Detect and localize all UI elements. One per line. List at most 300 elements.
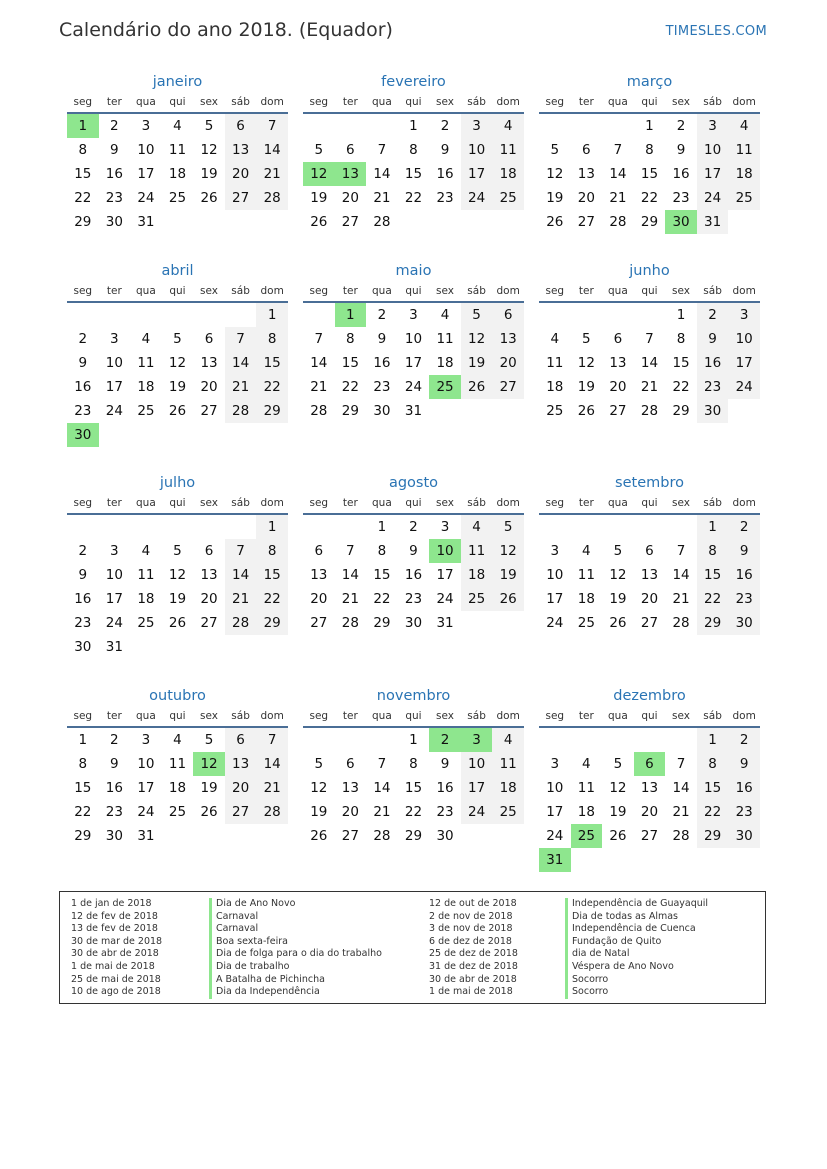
day-cell: 7	[645, 331, 654, 347]
day-grid	[303, 114, 524, 234]
day-cell: 7	[314, 331, 324, 347]
legend-holiday-name: Independência de Cuenca	[565, 923, 708, 936]
day-cell: 21	[225, 375, 257, 399]
day-cell: 23	[74, 615, 92, 631]
empty-cell	[193, 515, 225, 539]
day-cell: 26	[492, 587, 524, 611]
empty-cell	[130, 515, 162, 539]
day-cell: 10	[105, 355, 123, 371]
empty-cell	[303, 303, 335, 327]
day-cell: 1	[409, 732, 418, 748]
weekday-label: sáb	[467, 710, 486, 722]
day-cell: 11	[461, 539, 493, 563]
empty-cell	[130, 303, 162, 327]
day-cell: 30	[74, 639, 92, 655]
day-cell: 28	[640, 403, 659, 419]
day-cell: 10	[461, 138, 493, 162]
empty-cell	[193, 635, 225, 659]
day-cell: 4	[461, 515, 493, 539]
day-cell: 22	[74, 190, 92, 206]
day-cell: 5	[461, 303, 493, 327]
day-cell: 9	[676, 142, 686, 158]
day-cell: 16	[404, 567, 423, 583]
day-cell: 7	[377, 142, 387, 158]
weekday-label: sex	[436, 710, 455, 722]
holiday-day-cell: 25	[571, 824, 603, 848]
day-cell: 9	[728, 752, 760, 776]
day-cell: 12	[168, 355, 187, 371]
day-cell: 22	[404, 190, 423, 206]
day-cell: 11	[436, 331, 454, 347]
day-cell: 23	[728, 800, 760, 824]
weekday-label: qui	[641, 497, 658, 509]
day-cell: 17	[404, 355, 423, 371]
empty-cell	[225, 303, 257, 327]
month-name: dezembro	[613, 688, 686, 704]
day-cell: 15	[256, 351, 288, 375]
day-cell: 11	[137, 567, 155, 583]
day-cell: 9	[409, 543, 418, 559]
day-cell: 5	[314, 142, 324, 158]
legend-names-left	[209, 898, 382, 999]
day-cell: 7	[256, 114, 288, 138]
day-cell: 13	[225, 752, 257, 776]
day-cell: 17	[546, 591, 564, 607]
empty-cell	[665, 515, 697, 539]
day-cell: 18	[137, 591, 155, 607]
day-cell: 17	[137, 780, 155, 796]
day-cell: 14	[640, 355, 659, 371]
legend-date: 25 de dez de 2018	[429, 948, 518, 960]
day-grid	[539, 303, 760, 423]
legend-holiday-name: Boa sexta-feira	[209, 936, 382, 949]
day-cell: 24	[137, 804, 155, 820]
day-cell: 8	[78, 756, 88, 772]
empty-cell	[429, 210, 461, 234]
day-cell: 2	[440, 118, 450, 134]
day-cell: 28	[609, 214, 627, 230]
day-cell: 24	[697, 186, 729, 210]
day-cell: 4	[173, 118, 182, 134]
weekday-label: seg	[73, 285, 93, 297]
day-cell: 8	[697, 539, 729, 563]
day-cell: 29	[373, 615, 391, 631]
day-cell: 2	[110, 732, 119, 748]
empty-cell	[571, 515, 603, 539]
day-cell: 11	[168, 756, 187, 772]
legend-date: 6 de dez de 2018	[429, 935, 512, 947]
weekday-label: seg	[73, 96, 93, 108]
day-cell: 7	[225, 539, 257, 563]
weekday-label: sáb	[703, 710, 722, 722]
weekday-label: sex	[436, 497, 455, 509]
day-cell: 18	[492, 776, 524, 800]
day-cell: 4	[550, 331, 560, 347]
day-cell: 11	[577, 780, 595, 796]
empty-cell	[602, 114, 634, 138]
day-cell: 22	[341, 379, 359, 395]
day-cell: 23	[74, 403, 92, 419]
day-cell: 9	[78, 355, 88, 371]
day-cell: 23	[672, 190, 690, 206]
day-cell: 19	[609, 591, 627, 607]
month-name: março	[626, 74, 673, 90]
day-cell: 12	[492, 539, 524, 563]
empty-cell	[429, 399, 461, 423]
day-cell: 31	[697, 210, 729, 234]
day-cell: 29	[697, 611, 729, 635]
weekday-label: seg	[73, 497, 93, 509]
month-outubro	[67, 687, 288, 848]
empty-cell	[193, 303, 225, 327]
day-cell: 26	[168, 615, 187, 631]
day-cell: 14	[609, 166, 627, 182]
weekday-label: ter	[106, 710, 122, 722]
day-cell: 22	[256, 587, 288, 611]
day-grid	[539, 728, 760, 872]
day-cell: 1	[78, 732, 88, 748]
day-grid	[67, 728, 288, 848]
day-cell: 14	[256, 752, 288, 776]
empty-cell	[335, 515, 367, 539]
day-cell: 17	[461, 162, 493, 186]
day-cell: 15	[404, 166, 423, 182]
day-cell: 28	[310, 403, 328, 419]
day-cell: 10	[546, 780, 564, 796]
day-cell: 31	[137, 214, 155, 230]
day-cell: 19	[461, 351, 493, 375]
legend-holiday-name: Dia de folga para o dia do trabalho	[209, 948, 382, 961]
empty-cell	[366, 728, 398, 752]
day-cell: 18	[728, 162, 760, 186]
weekday-label: seg	[309, 710, 329, 722]
day-cell: 2	[78, 331, 88, 347]
day-cell: 18	[546, 379, 564, 395]
day-cell: 16	[728, 563, 760, 587]
day-cell: 16	[105, 780, 123, 796]
day-cell: 13	[200, 567, 218, 583]
day-cell: 28	[373, 828, 391, 844]
day-cell: 20	[640, 804, 659, 820]
weekday-header	[303, 495, 524, 512]
day-cell: 9	[697, 327, 729, 351]
weekday-label: dom	[732, 285, 756, 297]
day-cell: 15	[697, 776, 729, 800]
weekday-label: ter	[342, 96, 358, 108]
holiday-day-cell: 3	[461, 728, 493, 752]
legend-holiday-name: Carnaval	[209, 911, 382, 924]
weekday-label: sáb	[467, 497, 486, 509]
empty-cell	[571, 848, 603, 872]
day-cell: 22	[672, 379, 690, 395]
day-cell: 6	[204, 331, 214, 347]
legend-date: 25 de mai de 2018	[71, 973, 161, 985]
holiday-day-cell: 2	[429, 728, 461, 752]
day-cell: 9	[440, 142, 450, 158]
legend-holiday-name: Dia de Ano Novo	[209, 898, 382, 911]
day-cell: 21	[373, 804, 391, 820]
weekday-label: ter	[342, 285, 358, 297]
day-cell: 25	[137, 403, 155, 419]
empty-cell	[225, 635, 257, 659]
day-cell: 2	[697, 303, 729, 327]
day-cell: 3	[728, 303, 760, 327]
day-cell: 12	[546, 166, 564, 182]
day-cell: 25	[577, 615, 595, 631]
day-cell: 1	[409, 118, 418, 134]
day-cell: 26	[609, 615, 627, 631]
month-name: fevereiro	[381, 74, 446, 90]
day-cell: 14	[672, 780, 690, 796]
weekday-label: ter	[106, 497, 122, 509]
day-cell: 28	[256, 800, 288, 824]
day-cell: 24	[546, 828, 564, 844]
empty-cell	[162, 635, 194, 659]
day-cell: 3	[697, 114, 729, 138]
day-grid	[67, 303, 288, 447]
empty-cell	[303, 114, 335, 138]
day-cell: 7	[377, 756, 387, 772]
weekday-label: qua	[136, 285, 156, 297]
month-junho	[539, 262, 760, 423]
day-cell: 8	[409, 142, 418, 158]
day-cell: 20	[341, 804, 359, 820]
empty-cell	[162, 824, 194, 848]
day-cell: 11	[546, 355, 564, 371]
empty-cell	[728, 399, 760, 423]
day-cell: 20	[609, 379, 627, 395]
weekday-label: qui	[169, 497, 186, 509]
weekday-label: qui	[405, 710, 422, 722]
empty-cell	[634, 848, 666, 872]
holiday-day-cell: 6	[634, 752, 666, 776]
day-cell: 19	[200, 166, 218, 182]
day-cell: 20	[310, 591, 328, 607]
day-cell: 26	[200, 190, 218, 206]
weekday-label: sáb	[231, 285, 250, 297]
day-cell: 17	[137, 166, 155, 182]
legend-date: 30 de mar de 2018	[71, 935, 163, 947]
day-cell: 11	[492, 752, 524, 776]
weekday-label: dom	[732, 710, 756, 722]
empty-cell	[162, 515, 194, 539]
empty-cell	[461, 611, 493, 635]
day-cell: 5	[204, 118, 214, 134]
weekday-label: dom	[732, 96, 756, 108]
day-cell: 6	[346, 756, 355, 772]
weekday-label: qui	[169, 710, 186, 722]
legend-holiday-name: Véspera de Ano Novo	[565, 961, 708, 974]
day-cell: 31	[436, 615, 454, 631]
day-cell: 23	[697, 375, 729, 399]
day-cell: 19	[492, 563, 524, 587]
empty-cell	[492, 210, 524, 234]
empty-cell	[634, 303, 666, 327]
weekday-label: sex	[200, 497, 219, 509]
day-cell: 10	[461, 752, 493, 776]
legend-date: 1 de mai de 2018	[71, 960, 155, 972]
weekday-label: dom	[496, 710, 520, 722]
weekday-header	[67, 94, 288, 111]
day-cell: 9	[728, 539, 760, 563]
day-cell: 4	[141, 331, 151, 347]
day-cell: 16	[74, 591, 92, 607]
empty-cell	[130, 423, 162, 447]
day-cell: 24	[105, 403, 123, 419]
empty-cell	[225, 423, 257, 447]
day-cell: 30	[436, 828, 454, 844]
day-grid	[539, 515, 760, 635]
day-cell: 22	[373, 591, 391, 607]
day-cell: 31	[105, 639, 123, 655]
day-cell: 24	[404, 379, 423, 395]
day-cell: 10	[137, 142, 155, 158]
day-cell: 23	[105, 804, 123, 820]
day-cell: 22	[256, 375, 288, 399]
legend-date: 12 de fev de 2018	[71, 910, 158, 922]
day-cell: 16	[728, 776, 760, 800]
holiday-day-cell: 25	[429, 375, 461, 399]
day-cell: 1	[697, 728, 729, 752]
month-julho	[67, 474, 288, 659]
holiday-day-cell: 12	[303, 162, 335, 186]
weekday-header	[303, 283, 524, 300]
weekday-label: sex	[672, 285, 691, 297]
month-fevereiro	[303, 73, 524, 234]
day-cell: 6	[613, 331, 623, 347]
day-cell: 30	[404, 615, 423, 631]
legend-date: 12 de out de 2018	[429, 898, 517, 909]
day-cell: 22	[697, 587, 729, 611]
day-cell: 24	[105, 615, 123, 631]
day-cell: 10	[546, 567, 564, 583]
empty-cell	[162, 423, 194, 447]
day-cell: 29	[74, 828, 92, 844]
day-cell: 15	[341, 355, 359, 371]
day-cell: 24	[461, 800, 493, 824]
day-cell: 27	[200, 615, 218, 631]
day-cell: 23	[436, 190, 454, 206]
day-cell: 23	[728, 587, 760, 611]
day-cell: 24	[137, 190, 155, 206]
day-cell: 6	[225, 114, 257, 138]
day-cell: 5	[492, 515, 524, 539]
day-cell: 8	[346, 331, 355, 347]
weekday-label: seg	[545, 96, 565, 108]
weekday-label: qui	[405, 96, 422, 108]
day-cell: 9	[377, 331, 387, 347]
legend-holiday-name: dia de Natal	[565, 948, 708, 961]
empty-cell	[99, 515, 131, 539]
weekday-label: qui	[169, 285, 186, 297]
legend-date: 1 de mai de 2018	[429, 986, 513, 998]
legend-holiday-name: Carnaval	[209, 923, 382, 936]
day-cell: 19	[168, 591, 187, 607]
day-cell: 18	[577, 804, 595, 820]
weekday-label: dom	[260, 710, 284, 722]
day-cell: 28	[225, 611, 257, 635]
day-cell: 27	[225, 186, 257, 210]
day-cell: 19	[609, 804, 627, 820]
day-cell: 19	[168, 379, 187, 395]
day-cell: 12	[609, 567, 627, 583]
day-cell: 12	[310, 780, 328, 796]
empty-cell	[67, 515, 99, 539]
day-cell: 28	[225, 399, 257, 423]
day-cell: 7	[676, 543, 686, 559]
empty-cell	[492, 611, 524, 635]
day-cell: 17	[546, 804, 564, 820]
empty-cell	[193, 824, 225, 848]
weekday-label: sáb	[467, 96, 486, 108]
day-cell: 29	[672, 403, 690, 419]
day-cell: 22	[74, 804, 92, 820]
weekday-label: qua	[136, 497, 156, 509]
day-cell: 19	[577, 379, 595, 395]
day-cell: 14	[672, 567, 690, 583]
month-name: junho	[629, 263, 670, 279]
day-grid	[67, 114, 288, 234]
day-cell: 13	[341, 780, 359, 796]
day-cell: 27	[609, 403, 627, 419]
day-cell: 14	[225, 563, 257, 587]
day-cell: 29	[256, 611, 288, 635]
day-cell: 12	[609, 780, 627, 796]
day-cell: 30	[728, 611, 760, 635]
weekday-label: sáb	[703, 285, 722, 297]
day-cell: 19	[546, 190, 564, 206]
day-cell: 14	[310, 355, 328, 371]
day-grid	[303, 515, 524, 635]
day-cell: 15	[256, 563, 288, 587]
day-cell: 4	[728, 114, 760, 138]
brand-link[interactable]: TIMESLES.COM	[665, 24, 767, 39]
holiday-day-cell: 12	[193, 752, 225, 776]
empty-cell	[130, 635, 162, 659]
weekday-label: qua	[136, 710, 156, 722]
day-cell: 18	[436, 355, 454, 371]
day-cell: 1	[697, 515, 729, 539]
day-cell: 14	[373, 780, 391, 796]
day-cell: 21	[373, 190, 391, 206]
legend-names-right	[565, 898, 708, 999]
month-novembro	[303, 687, 524, 848]
day-cell: 27	[640, 615, 659, 631]
weekday-label: qua	[136, 96, 156, 108]
weekday-header	[67, 495, 288, 512]
day-cell: 3	[141, 732, 151, 748]
legend-date: 10 de ago de 2018	[71, 986, 161, 998]
day-cell: 6	[492, 303, 524, 327]
weekday-label: qua	[608, 710, 628, 722]
day-cell: 1	[256, 515, 288, 539]
day-cell: 18	[577, 591, 595, 607]
holiday-day-cell: 13	[335, 162, 367, 186]
empty-cell	[728, 210, 760, 234]
day-cell: 4	[582, 756, 591, 772]
day-cell: 28	[341, 615, 359, 631]
weekday-label: qui	[405, 285, 422, 297]
month-janeiro	[67, 73, 288, 234]
day-cell: 16	[697, 351, 729, 375]
weekday-label: sex	[672, 710, 691, 722]
legend-date: 3 de nov de 2018	[429, 923, 513, 935]
month-dezembro	[539, 687, 760, 872]
day-cell: 27	[200, 403, 218, 419]
day-cell: 26	[310, 214, 328, 230]
day-cell: 18	[168, 780, 187, 796]
day-grid	[303, 728, 524, 848]
